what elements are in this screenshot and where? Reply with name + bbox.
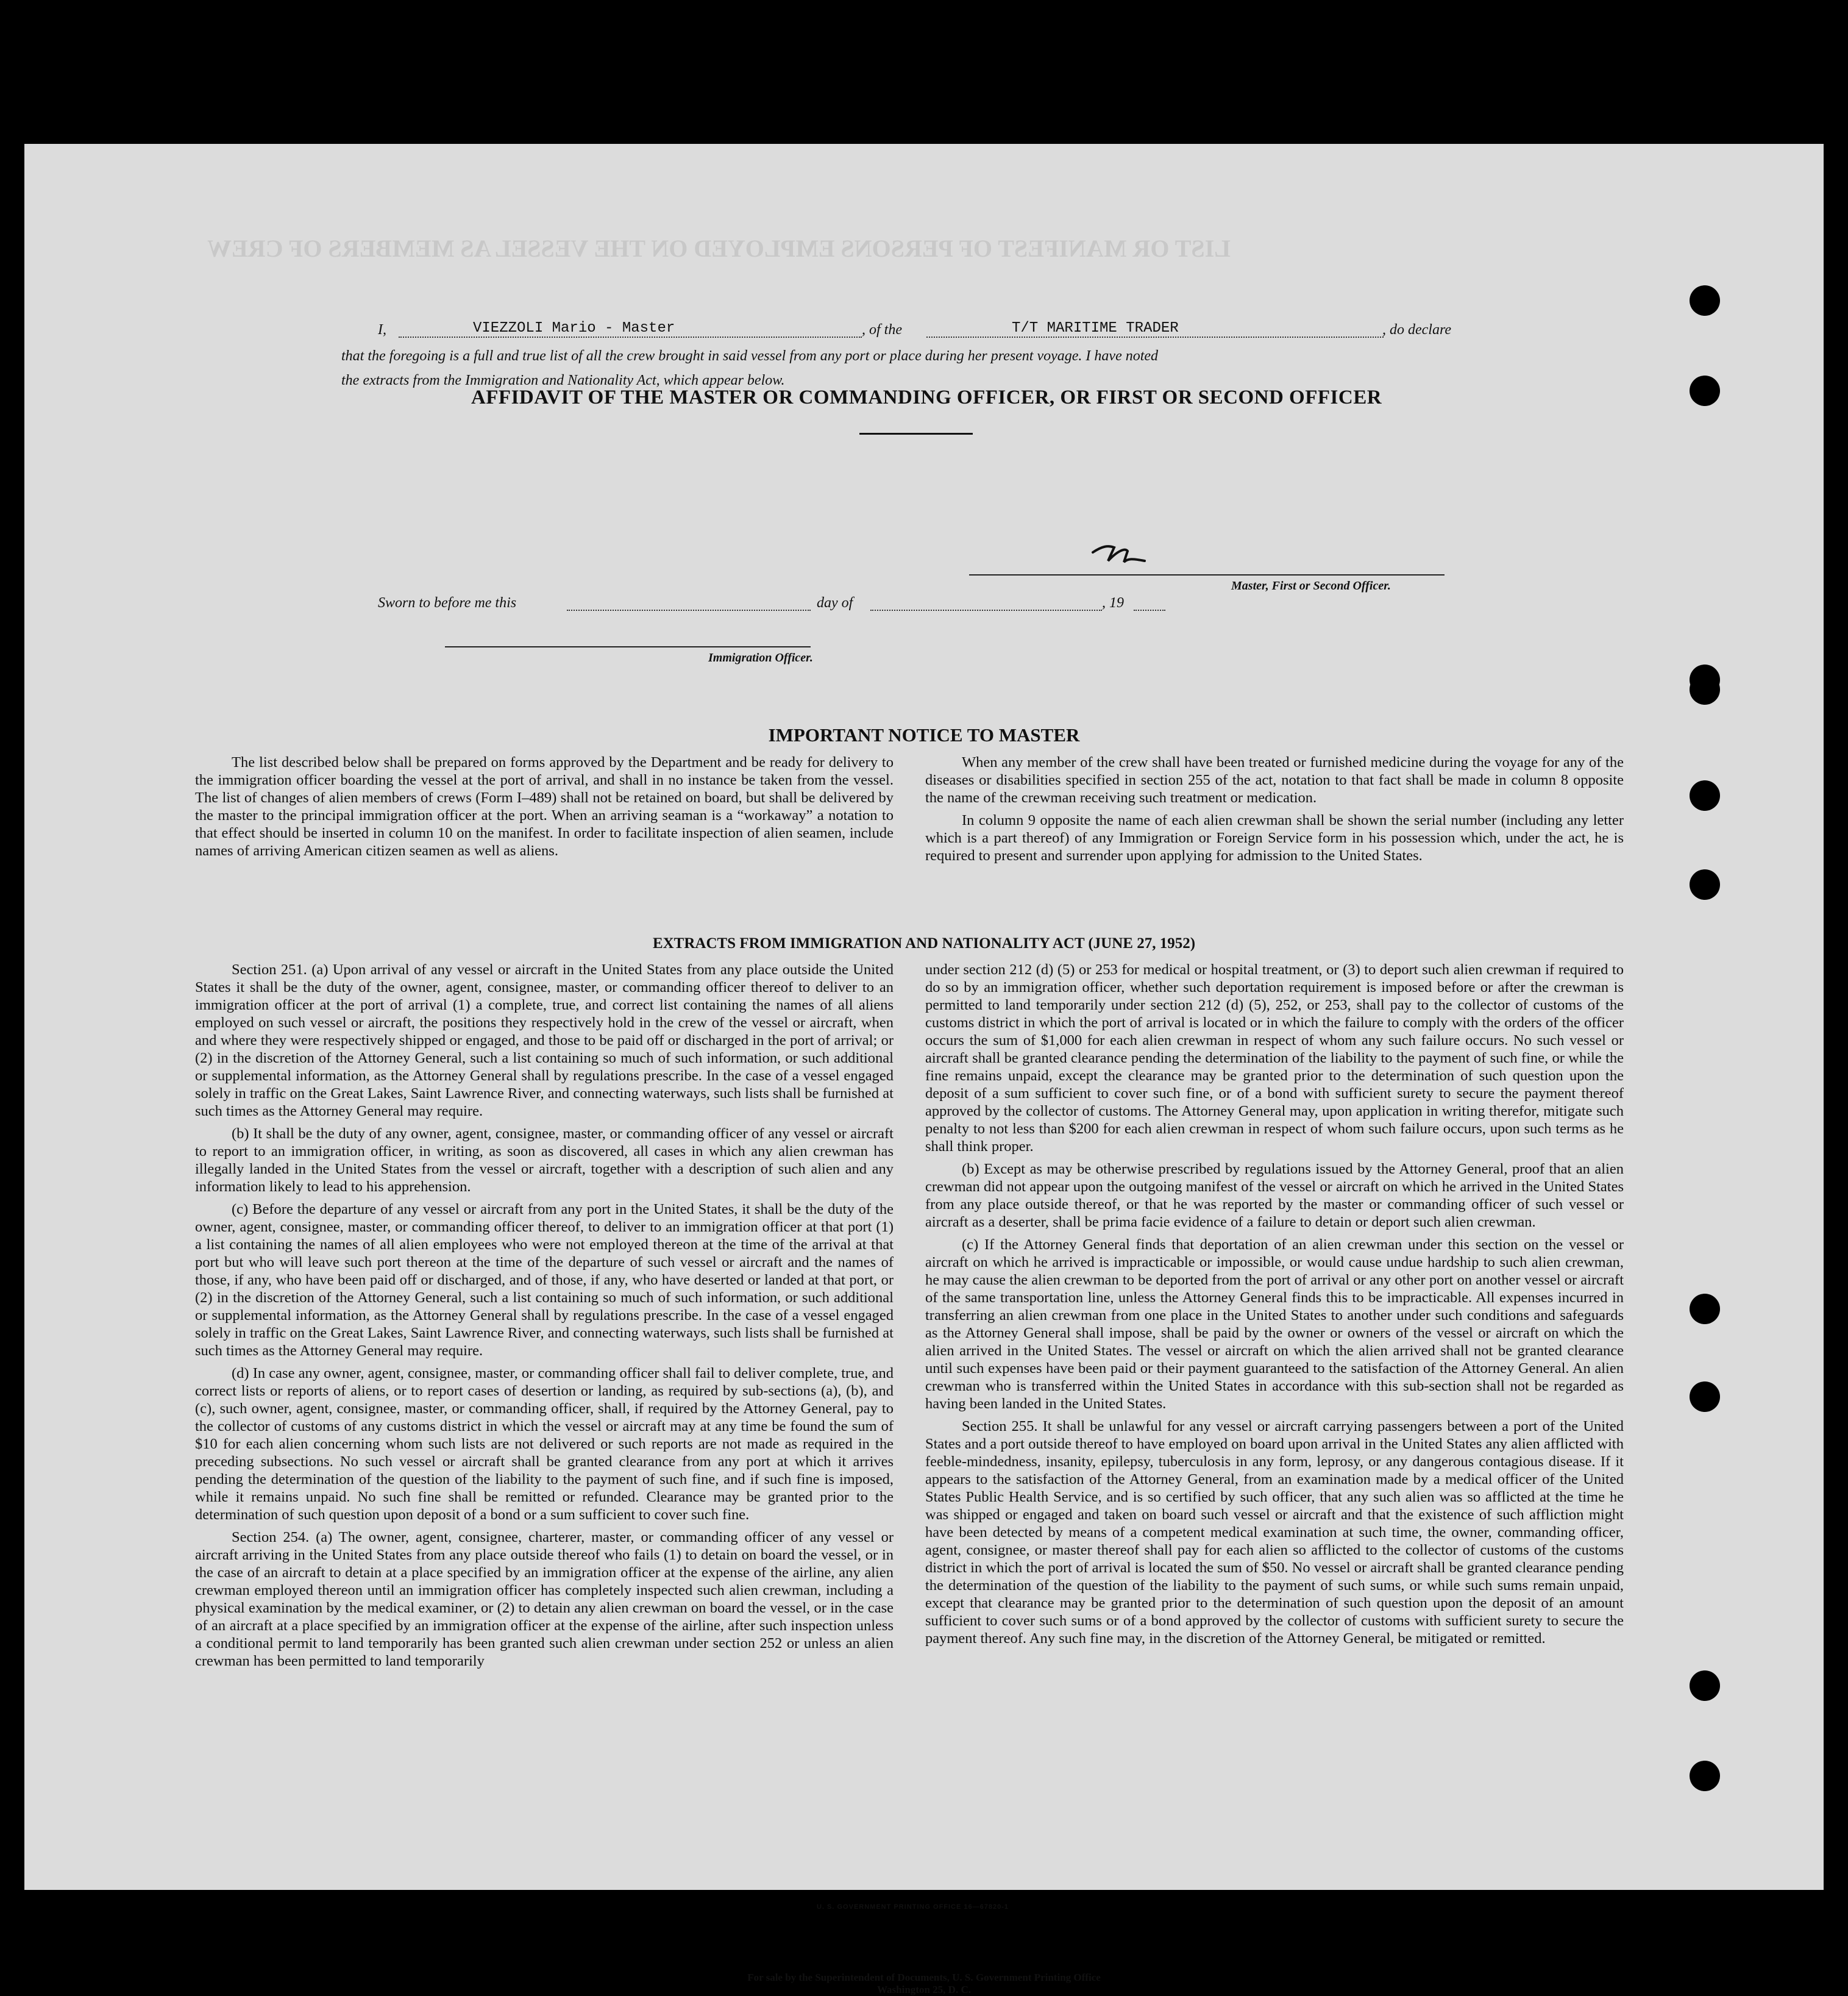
bleed-through-text: LIST OR MANIFEST OF PERSONS EMPLOYED ON THE VESSEL AS MEMBERS OF CREW xyxy=(207,235,1231,262)
affidavit-do-declare: , do declare xyxy=(1382,322,1452,338)
vessel-name-blank xyxy=(926,337,1384,338)
section-254-a-cont: under section 212 (d) (5) or 253 for medical or hospital treatment, or (3) to deport such alien crewman if required to do so by an immigration officer, whether such deportation requirement is imposed before or after the crewman is permitted to land temporarily under section 212 (d) (5), 252, or 253, shall pay to the collector of customs of the customs district in which the port of arrival is located or in which the failure to comply with the orders of the officer occurs the sum of $1,000 for each alien crewman in respect of whom any such failure occurs. No such vessel or aircraft shall be granted clearance pending the determination of the liability to the payment of such fine, or while the fine remains unpaid, except the clearance may be granted prior to the determination of such question upon the deposit of a sum sufficient to cover such fine, or of a bond with sufficient surety to secure the payment thereof approved by the collector of customs. The Attorney General may, upon application in writing therefor, mitigate such penalty to not less than $200 for each alien crewman in respect of whom such failure occurs, upon such terms as he shall think proper. xyxy=(925,961,1624,1155)
affidavit-title: AFFIDAVIT OF THE MASTER OR COMMANDING OFFICER, OR FIRST OR SECOND OFFICER xyxy=(471,387,1382,408)
sworn-prefix: Sworn to before me this xyxy=(378,595,517,611)
punch-hole xyxy=(1690,285,1720,316)
affidavit-line3: the extracts from the Immigration and Nationality Act, which appear below. xyxy=(341,372,785,388)
extracts-right-column xyxy=(925,961,1624,1652)
master-signature-line xyxy=(969,574,1445,576)
extracts-left-column xyxy=(195,961,894,1675)
section-254-a: Section 254. (a) The owner, agent, consignee, charterer, master, or commanding officer of any vessel or aircraft arriving in the United States from any place outside thereof who fails (1) to detain on board the vessel, or in the case of an aircraft to detain at a place specified by an immigration officer at the expense of the airline, any alien crewman employed thereon until an immigration officer has completely inspected such alien crewman, including a physical examination by the medical examiner, or (2) to detain any alien crewman on board the vessel, or in the case of an aircraft at a place specified by an immigration officer at the expense of the airline, after such inspection unless a conditional permit to land temporarily has been granted such alien crewman under section 252 or unless an alien crewman has been permitted to land temporarily xyxy=(195,1529,894,1669)
section-255: Section 255. It shall be unlawful for any vessel or aircraft carrying passengers between a port of the United States and a port outside thereof to have employed on board upon arrival in the United States any alien afflicted with feeble-mindedness, insanity, epilepsy, tuberculosis in any form, leprosy, or any dangerous contagious disease. If it appears to the satisfaction of the Attorney General, from an examination made by a medical officer of the United States Public Health Service, and is so certified by such officer, that any such alien was so afflicted at the time he was shipped or engaged and taken on board such vessel or aircraft and that the existence of such affliction might have been detected by means of a competent medical examination at such time, the owner, commanding officer, agent, consignee, or master thereof shall pay for each alien so afflicted to the collector of customs of the customs district in which the port of arrival is located the sum of $50. No vessel or aircraft shall be granted clearance pending the determination of the question of the liability to the payment of such sums, or while such sums remain unpaid, except that clearance may be granted prior to the determination of such question upon the deposit of an amount sufficient to cover such sums or of a bond approved by the collector of customs with sufficient surety to secure the payment thereof. Any such fine may, in the discretion of the Attorney General, be mitigated or remitted. xyxy=(925,1418,1624,1647)
notice-left-text: The list described below shall be prepared on forms approved by the Department and be ready for delivery to the immigration officer boarding the vessel at the port of arrival, and shall in no instance be taken from the vessel. The list of changes of alien members of crews (Form I–489) shall not be retained on board, but shall be delivered by the master to the principal immigration officer at the port. When an arriving seaman is a “workaway” a notation to that effect should be inserted in column 10 on the manifest. In order to facilitate inspection of alien seamen, include names of arriving American citizen seamen as well as aliens. xyxy=(195,754,894,859)
printing-office-line: U. S. GOVERNMENT PRINTING OFFICE 16—67820-1 xyxy=(817,1903,1009,1911)
immigration-caption: Immigration Officer. xyxy=(708,651,813,665)
section-251-b: (b) It shall be the duty of any owner, agent, consignee, master, or commanding officer of any vessel or aircraft to report to an immigration officer, in writing, as soon as discovered, all cases in which any alien crewman has illegally landed in the United States from the vessel or aircraft, together with a description of such alien and any information likely to lead to his apprehension. xyxy=(195,1125,894,1195)
punch-hole xyxy=(1690,376,1720,406)
master-caption: Master, First or Second Officer. xyxy=(1231,579,1391,593)
sale-line-2: Washington 25, D. C. xyxy=(877,1984,971,1995)
notice-right xyxy=(925,754,1624,869)
sworn-year-prefix: , 19 xyxy=(1102,595,1124,611)
document-page xyxy=(24,144,1824,1995)
section-254-b: (b) Except as may be otherwise prescribed by regulations issued by the Attorney General, proof that an alien crewman did not appear upon the outgoing manifest of the vessel or aircraft on which he arrived in the United States from any place outside thereof, or that he was reported by the master or commanding officer of such vessel or aircraft as a deserter, shall be prima facie evidence of a failure to detain or deport such alien crewman. xyxy=(925,1161,1624,1230)
sale-notice xyxy=(24,1972,1824,1996)
section-251-d: (d) In case any owner, agent, consignee, master, or commanding officer shall fail to deliver complete, true, and correct lists or reports of aliens, or to report cases of desertion or landing, as required by sub-sections (a), (b), and (c), such owner, agent, consignee, master, or commanding officer, shall, if required by the Attorney General, pay to the collector of customs of any customs district in which the vessel or aircraft may at any time be found the sum of $10 for each alien concerning whom such lists are not delivered or such reports are not made as required in the preceding subsections. No such vessel or aircraft shall be granted clearance from any port at which it arrives pending the determination of the question of the liability to the payment of such fine, and if such fine is imposed, while it remains unpaid. No such fine shall be remitted or refunded. Clearance may be granted prior to the determination of such question upon deposit of a bond or a sum sufficient to cover such fine. xyxy=(195,1365,894,1523)
affidavit-line1-prefix: I, xyxy=(378,322,386,338)
notice-left xyxy=(195,754,894,864)
sale-line-1: For sale by the Superintendent of Documents, U. S. Government Printing Office xyxy=(747,1972,1101,1983)
sworn-month-blank xyxy=(870,610,1102,611)
immigration-officer-line xyxy=(445,646,811,647)
section-251-c: (c) Before the departure of any vessel or aircraft from any port in the United States, it shall be the duty of the owner, agent, consignee, master, or commanding officer thereof, to deliver to an immigration officer at that port (1) a list containing the names of all alien employees who were not employed thereon at the time of the arrival at that port but who will leave such port thereon at the time of the departure of such vessel or aircraft and the names of those, if any, who have been paid off or discharged, and of those, if any, who have deserted or landed at that port, or (2) in the discretion of the Attorney General, such a list containing so much of such information, or such additional or supplemental information, as the Attorney General shall by regulations prescribe. In the case of a vessel engaged solely in traffic on the Great Lakes, Saint Lawrence River, and connecting waterways, such lists shall be furnished at such times as the Attorney General may require. xyxy=(195,1201,894,1359)
extracts-heading: EXTRACTS FROM IMMIGRATION AND NATIONALITY ACT (JUNE 27, 1952) xyxy=(652,935,1196,952)
punch-hole xyxy=(1690,869,1720,900)
vessel-name: T/T MARITIME TRADER xyxy=(1012,320,1179,337)
punch-hole xyxy=(1690,780,1720,811)
affidavit-line2: that the foregoing is a full and true list of all the crew brought in said vessel from any port or place during her present voyage. I have noted xyxy=(341,348,1159,364)
sworn-day-of: day of xyxy=(817,595,853,611)
punch-hole xyxy=(1690,674,1720,705)
notice-right-text-1: When any member of the crew shall have been treated or furnished medicine during the voyage for any of the diseases or disabilities specified in section 255 of the act, notation to that fact shall be made in column 8 opposite the name of the crewman receiving such treatment or medication. xyxy=(925,754,1624,806)
sworn-day-blank xyxy=(567,610,811,611)
punch-hole xyxy=(1690,1294,1720,1324)
title-rule xyxy=(859,433,973,435)
master-signature xyxy=(1090,540,1157,565)
section-254-c: (c) If the Attorney General finds that deportation of an alien crewman under this section on the vessel or aircraft on which he arrived is impracticable or impossible, or would cause undue hardship to such alien crewman, he may cause the alien crewman to be deported from the port of arrival or any other port on another vessel or aircraft of the same transportation line, unless the Attorney General finds this to be impracticable. All expenses incurred in transferring an alien crewman from one place in the United States to another under such conditions and safeguards as the Attorney General shall impose, shall be paid by the owner or owners of the vessel or aircraft on which the alien arrived in the United States. The vessel or aircraft on which the alien arrived shall not be granted clearance until such expenses have been paid or their payment guaranteed to the satisfaction of the Attorney General. An alien crewman who is transferred within the United States in accordance with this sub-section shall not be regarded as having been landed in the United States. xyxy=(925,1236,1624,1412)
notice-heading: IMPORTANT NOTICE TO MASTER xyxy=(768,724,1080,746)
master-name-blank xyxy=(399,337,862,338)
master-name: VIEZZOLI Mario - Master xyxy=(473,320,675,337)
section-251-a: Section 251. (a) Upon arrival of any vessel or aircraft in the United States from any place outside the United States it shall be the duty of the owner, agent, consignee, master, or commanding officer thereof to deliver to an immigration officer at the port of arrival (1) a complete, true, and correct list containing the names of all aliens employed on such vessel or aircraft, the positions they respectively hold in the crew of the vessel or aircraft, when and where they were respectively shipped or engaged, and those to be paid off or discharged in the port of arrival; or (2) in the discretion of the Attorney General, such a list containing so much of such information, or such additional or supplemental information, as the Attorney General shall by regulations prescribe. In the case of a vessel engaged solely in traffic on the Great Lakes, Saint Lawrence River, and connecting waterways, such lists shall be furnished at such times as the Attorney General may require. xyxy=(195,961,894,1119)
punch-hole xyxy=(1690,1761,1720,1791)
notice-right-text-2: In column 9 opposite the name of each alien crewman shall be shown the serial number (including any letter which is a part thereof) of any Immigration or Foreign Service form in his possession which, under the act, he is required to present and surrender upon applying for admission to the United States. xyxy=(925,812,1624,864)
punch-hole xyxy=(1690,1381,1720,1412)
sworn-year-blank xyxy=(1134,610,1165,611)
punch-hole xyxy=(1690,1670,1720,1701)
affidavit-of-the: , of the xyxy=(862,322,902,338)
